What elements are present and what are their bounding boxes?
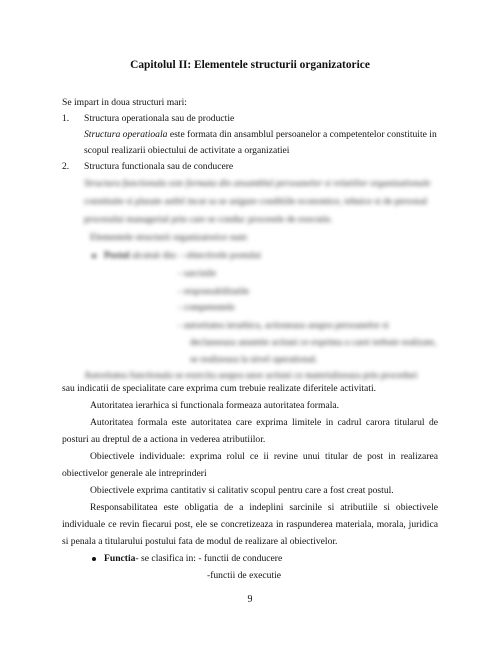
paragraph-5: Obiectivele exprima cantitativ si calitativ scopul pentru care a fost creat postul.: [90, 485, 394, 496]
item1-definition-line2: scopul realizarii obiectului de activitate a organizatiei: [84, 145, 290, 156]
chapter-title: Capitolul II: Elementele structurii organizatorice: [130, 59, 370, 71]
functia-line: [104, 553, 282, 565]
item2-label: Structura functionala sau de conducere: [84, 161, 234, 172]
blurred-line-3: procesului managerial prin care se conduc procesele de executie.: [84, 214, 333, 225]
blurred-sub-1: - sarcinile: [178, 268, 217, 279]
blurred-line-1: Structura functionala este formata din ansamblul persoanelor si relatiilor organizationale: [84, 178, 431, 189]
blurred-post-rest: alcatuit din: - obiectivele postului: [129, 250, 261, 261]
blurred-post-line: [104, 250, 261, 262]
blurred-sub-3: - competentele: [178, 302, 235, 313]
blurred-bullet-icon: [92, 254, 96, 258]
item1-definition-rest: este formata din ansamblul persoanelor a competentelor constituite in: [167, 129, 437, 140]
page-number: 9: [247, 594, 253, 605]
blurred-post-term: Postul: [104, 250, 130, 261]
blurred-line-2: constituite si plasate astfel incat sa se asigure conditiile economice, tehnice si de personal: [84, 196, 428, 207]
item1-definition: [84, 129, 437, 141]
paragraph-1-line-2: sau indicatii de specialitate care exprima cum trebuie realizate diferitele activitati.: [62, 383, 377, 394]
functia-term: Functia: [104, 553, 136, 564]
blurred-line-4: Elementele structurii organizatorice sunt:: [90, 232, 249, 243]
paragraph-4-line-1: Obiectivele individuale: exprima rolul ce ii revine unui titular de post in realizarea: [90, 451, 438, 462]
blurred-sub-4b: declanseaza anumite actiuni ce exprima a carei trebuie realizate,: [190, 337, 437, 348]
functia-rest: - se clasifica in: - functii de conducere: [135, 553, 283, 564]
blurred-authority-line: Autoritatea functionala se exercita asupra unor actiuni ce materializeaza prin proceduri: [84, 370, 418, 381]
blurred-sub-2: - responsabilitatile: [178, 286, 250, 297]
functia-line-2: -functii de executie: [207, 570, 282, 581]
paragraph-4-line-2: obiectivelor generale ale intreprinderi: [62, 468, 207, 479]
item1-label: Structura operationala sau de productie: [84, 113, 235, 124]
blurred-sub-4a: - autoritatea ierarhica, actioneaza asupra persoanelor si: [178, 320, 389, 331]
item1-definition-term: Structura operatioala: [84, 129, 168, 140]
item2-number: 2.: [62, 161, 70, 172]
paragraph-2: Autoritatea ierarhica si functionala formeaza autoritatea formala.: [90, 400, 340, 411]
paragraph-6-line-1: Responsabilitatea este obligatia de a indeplini sarcinile si atributiile si obiectivele: [90, 502, 438, 513]
blurred-sub-4c: se realizeaza la nivel operational.: [190, 354, 318, 365]
paragraph-6-line-2: individuale ce revin fiecarui post, ele se concretizeaza in raspunderea materiala, morala, juridica: [62, 519, 438, 530]
item1-number: 1.: [62, 113, 70, 124]
paragraph-6-line-3: si penala a titularului postului fata de modul de realizare al obiectivelor.: [62, 536, 338, 547]
paragraph-3-line-2: posturi au dreptul de a actiona in vederea atributiilor.: [62, 434, 266, 445]
bullet-icon: [92, 557, 96, 561]
paragraph-3-line-1: Autoritatea formala este autoritatea care exprima limitele in cadrul carora titularul de: [90, 417, 438, 428]
intro-text: Se impart in doua structuri mari:: [62, 97, 187, 108]
